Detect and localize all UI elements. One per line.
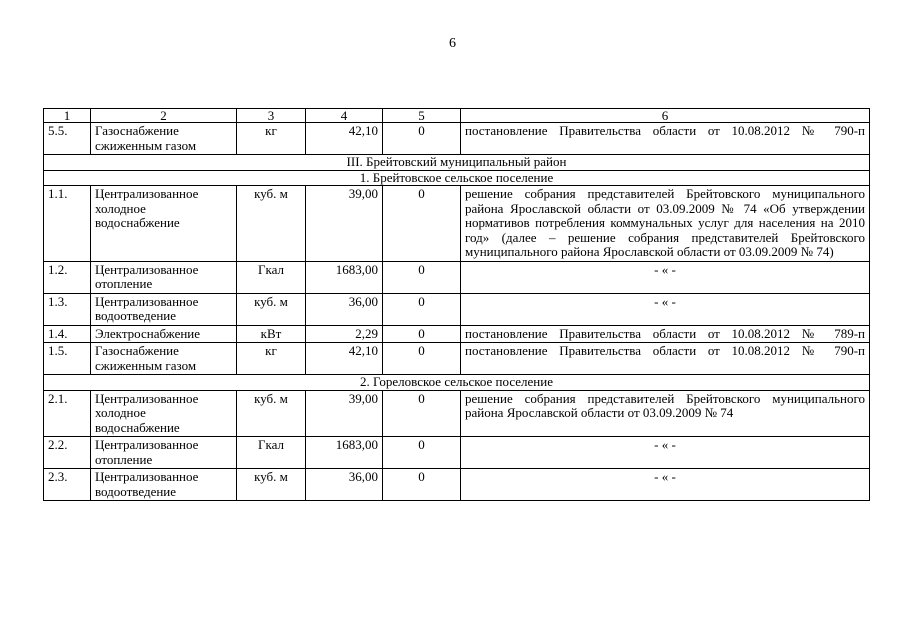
legal-basis: решение собрания представителей Брейтовского муниципального района Ярославской области от 03.09.2009 № 74 (461, 390, 870, 437)
col5-value: 0 (383, 325, 461, 343)
legal-basis: решение собрания представителей Брейтовского муниципального района Ярославской области от 03.09.2009 № 74 «Об утверждении нормативов потребления коммунальных услуг для населения на 2010 год» (далее – решение собрания представителей Брейтовского муниципального района Ярославской области от 03.09.2009 № 74) (461, 186, 870, 262)
legal-basis: - « - (461, 437, 870, 469)
norm-value: 42,10 (306, 123, 383, 155)
table-row (44, 123, 870, 155)
col5-value: 0 (383, 390, 461, 437)
unit-cell: куб. м (237, 293, 306, 325)
unit-cell: кг (237, 343, 306, 375)
norms-table (43, 108, 870, 501)
unit-cell: Гкал (237, 261, 306, 293)
legal-basis: постановление Правительства области от 10.08.2012 № 790-п (461, 343, 870, 375)
service-name: Централизованное водоотведение (91, 469, 237, 501)
section-row (44, 170, 870, 186)
table-row (44, 325, 870, 343)
unit-cell: Гкал (237, 437, 306, 469)
row-number: 1.5. (44, 343, 91, 375)
row-number: 2.2. (44, 437, 91, 469)
table-row (44, 293, 870, 325)
unit-cell: кг (237, 123, 306, 155)
col5-value: 0 (383, 437, 461, 469)
row-number: 2.1. (44, 390, 91, 437)
norm-value: 36,00 (306, 469, 383, 501)
section-title: 2. Гореловское сельское поселение (44, 375, 870, 391)
legal-basis: - « - (461, 469, 870, 501)
service-name: Централизованное холодное водоснабжение (91, 390, 237, 437)
unit-cell: куб. м (237, 186, 306, 262)
norm-value: 36,00 (306, 293, 383, 325)
header-cell-2: 2 (91, 109, 237, 123)
unit-cell: куб. м (237, 390, 306, 437)
service-name: Централизованное отопление (91, 261, 237, 293)
row-number: 2.3. (44, 469, 91, 501)
header-cell-1: 1 (44, 109, 91, 123)
section-row (44, 375, 870, 391)
service-name: Централизованное отопление (91, 437, 237, 469)
section-row (44, 155, 870, 171)
unit-cell: кВт (237, 325, 306, 343)
service-name: Централизованное холодное водоснабжение (91, 186, 237, 262)
table-row (44, 343, 870, 375)
page-number: 6 (449, 36, 456, 51)
header-cell-4: 4 (306, 109, 383, 123)
legal-basis: постановление Правительства области от 10.08.2012 № 790-п (461, 123, 870, 155)
row-number: 1.4. (44, 325, 91, 343)
header-cell-5: 5 (383, 109, 461, 123)
legal-basis: постановление Правительства области от 10.08.2012 № 789-п (461, 325, 870, 343)
col5-value: 0 (383, 293, 461, 325)
header-cell-6: 6 (461, 109, 870, 123)
col5-value: 0 (383, 261, 461, 293)
row-number: 1.2. (44, 261, 91, 293)
row-number: 1.3. (44, 293, 91, 325)
col5-value: 0 (383, 123, 461, 155)
unit-cell: куб. м (237, 469, 306, 501)
row-number: 5.5. (44, 123, 91, 155)
table-row (44, 390, 870, 437)
table-body (44, 109, 870, 501)
norm-value: 2,29 (306, 325, 383, 343)
norm-value: 39,00 (306, 390, 383, 437)
service-name: Электроснабжение (91, 325, 237, 343)
norm-value: 42,10 (306, 343, 383, 375)
service-name: Централизованное водоотведение (91, 293, 237, 325)
col5-value: 0 (383, 343, 461, 375)
table-row (44, 469, 870, 501)
legal-basis: - « - (461, 261, 870, 293)
header-row (44, 109, 870, 123)
header-cell-3: 3 (237, 109, 306, 123)
table-row (44, 186, 870, 262)
col5-value: 0 (383, 186, 461, 262)
service-name: Газоснабжение сжиженным газом (91, 343, 237, 375)
table-row (44, 261, 870, 293)
table-row (44, 437, 870, 469)
norm-value: 1683,00 (306, 261, 383, 293)
row-number: 1.1. (44, 186, 91, 262)
section-title: 1. Брейтовское сельское поселение (44, 170, 870, 186)
col5-value: 0 (383, 469, 461, 501)
service-name: Газоснабжение сжиженным газом (91, 123, 237, 155)
norm-value: 39,00 (306, 186, 383, 262)
legal-basis: - « - (461, 293, 870, 325)
norm-value: 1683,00 (306, 437, 383, 469)
section-title: III. Брейтовский муниципальный район (44, 155, 870, 171)
